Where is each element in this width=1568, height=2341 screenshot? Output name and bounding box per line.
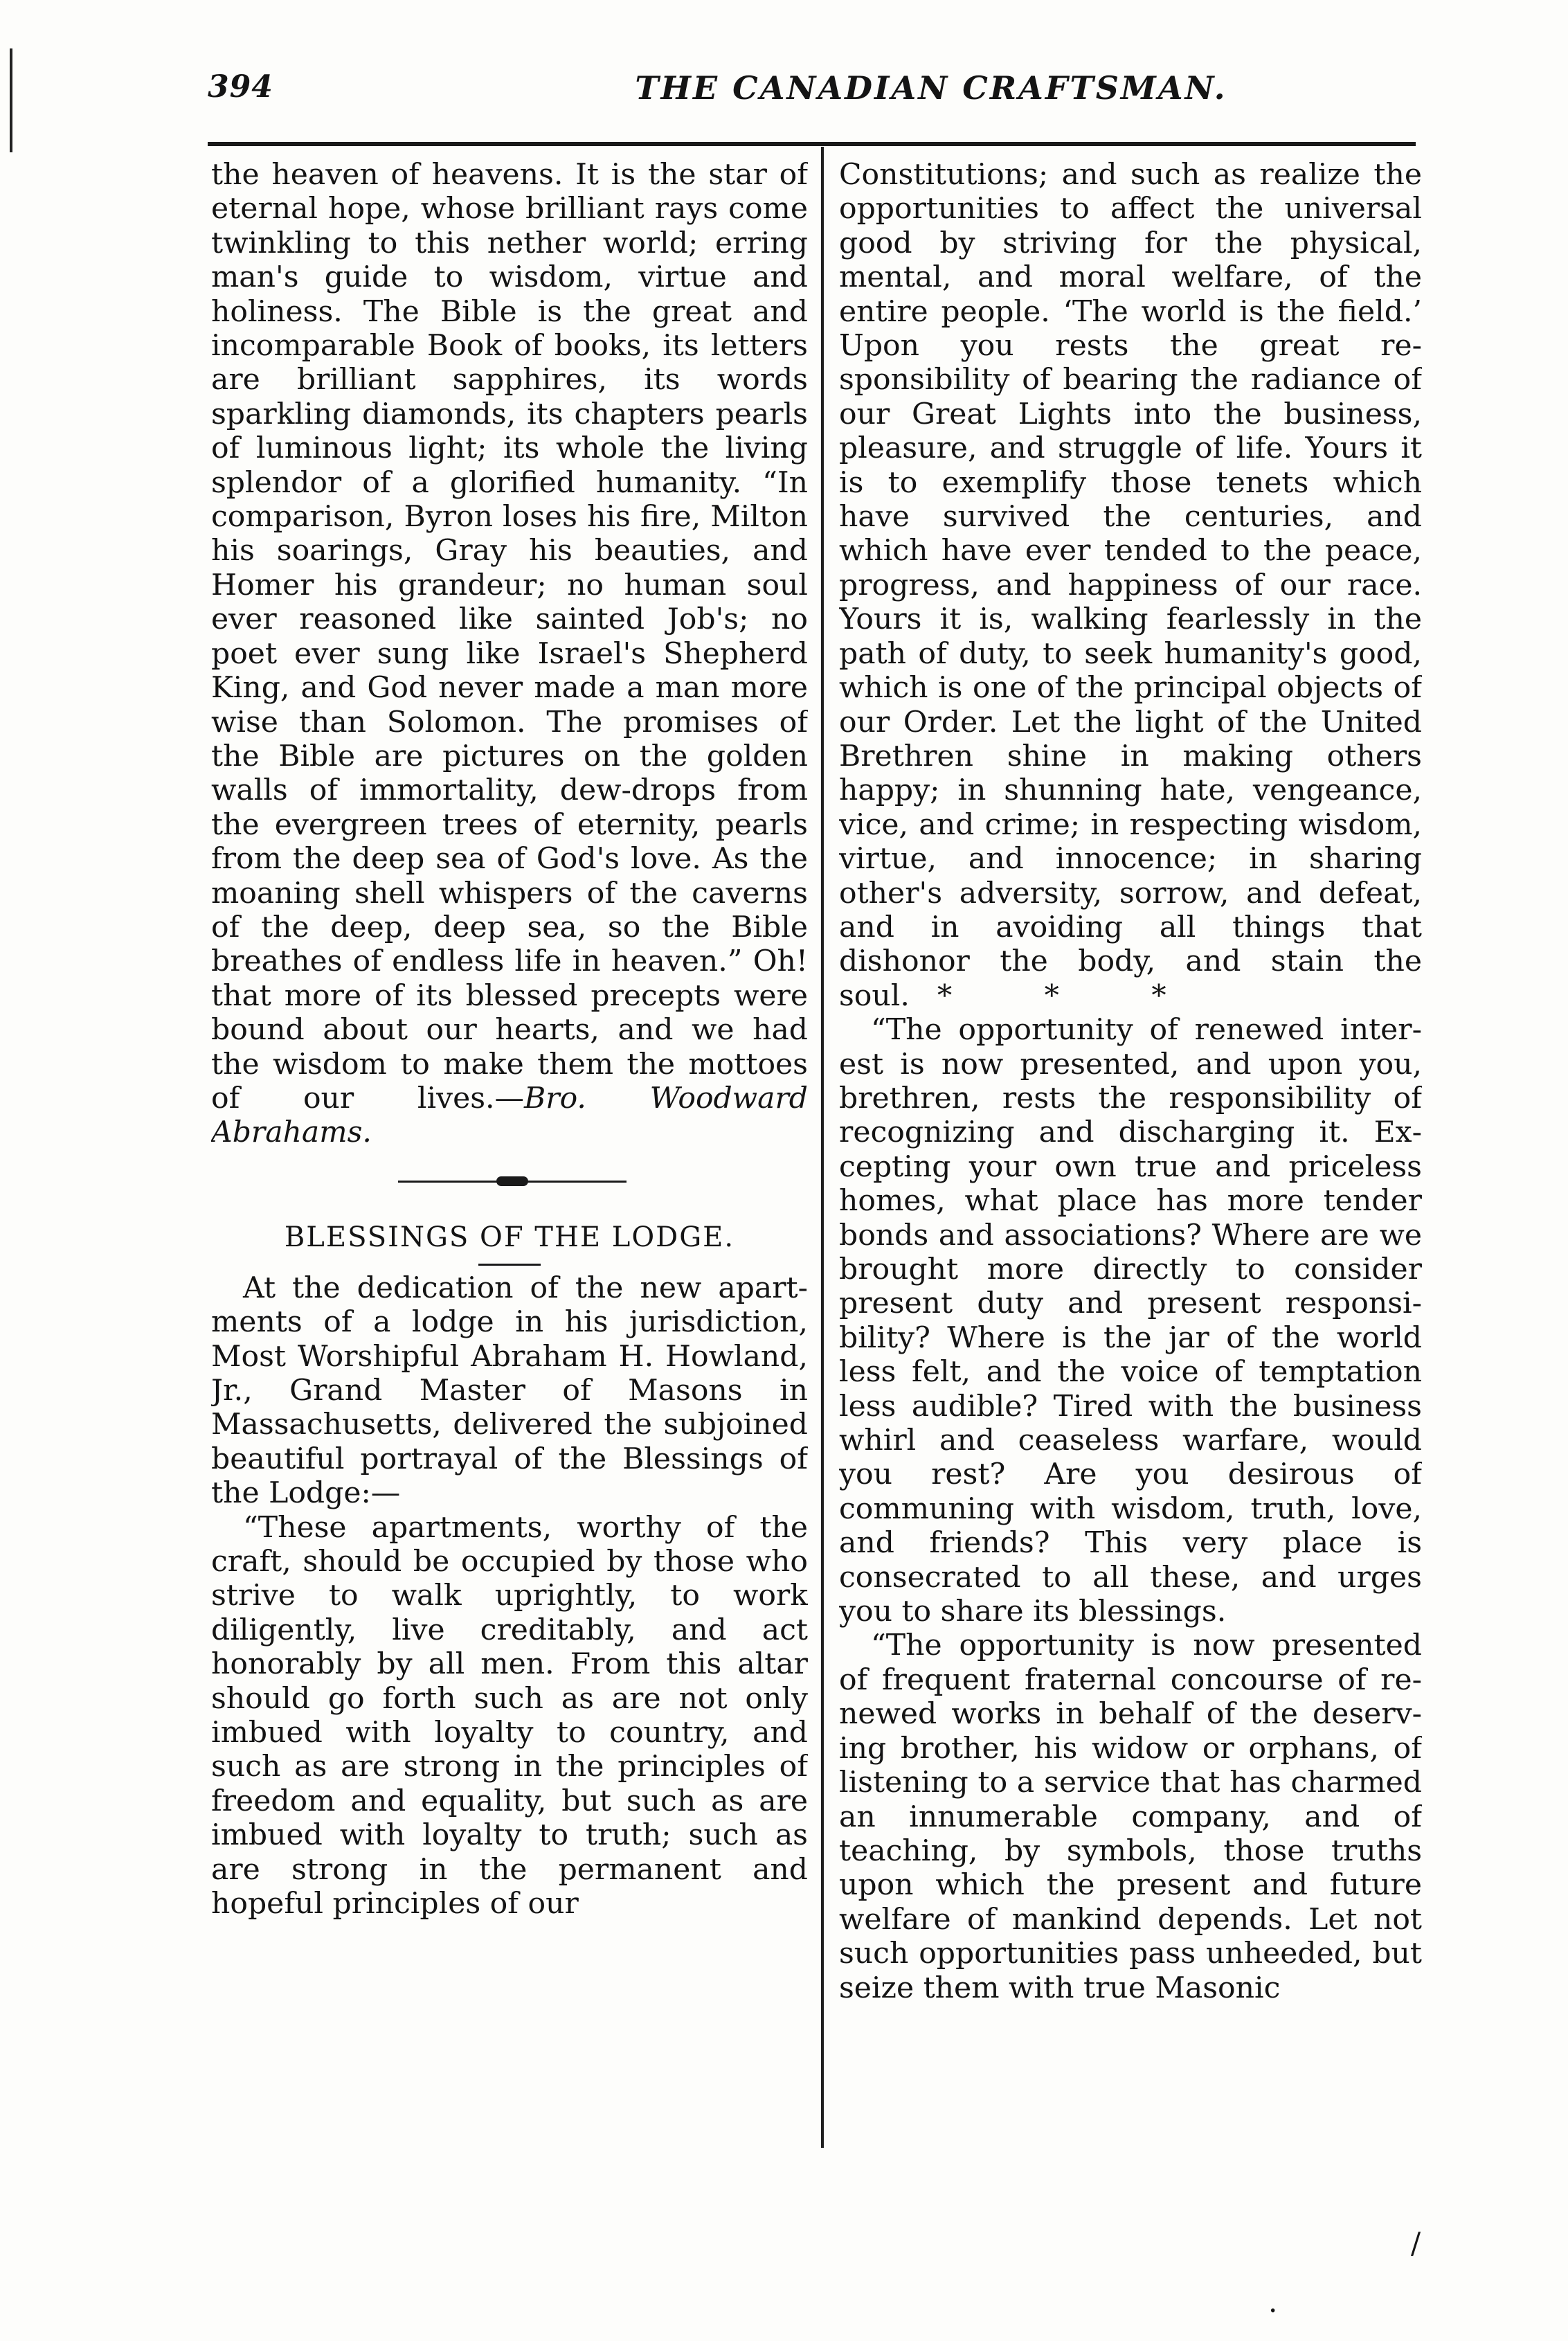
apartments-paragraph: “These apartments, worthy of the craft, should be occupied by those who strive to walk uprightly, to work diligently, live creditably, and act honorably by all men. From this altar should go forth such as are not only imbued with loyalty to country, and such as are strong in the principles of freedom and equality, but such as are imbued with loyalty to truth; such as are strong in the permanent and hopeful principles of our bbox=[211, 1510, 808, 1921]
bible-passage-text: the heaven of heavens. It is the star of eternal hope, whose brilliant rays come twinkling to this nether world; erring man's guide to wisdom, virtue and holiness. The Bible is the great and incomparable Book of books, its letters are brilliant sapphires, its words sparkling diamonds, its chapters pearls of luminous light; its whole the living splendor of a glorified humanity. “In comparison, Byron loses his fire, Milton his soarings, Gray his beauties, and Homer his grandeur; no human soul ever reasoned like sainted Job's; no poet ever sung like Israel's Shepherd King, and God never made a man more wise than Solomon. The promises of the Bible are pictures on the golden walls of immortality, dew-drops from the evergreen trees of eternity, pearls from the deep sea of God's love. As the moaning shell whispers of the caverns of the deep, deep sea, so the Bible breathes of endless life in heaven.” Oh! that more of its blessed precepts were bound about our hearts, and we had the wisdom to make them the mottoes of our lives.— bbox=[211, 158, 808, 1115]
section-stars: * * * bbox=[937, 978, 1208, 1013]
ornament-dot bbox=[496, 1176, 528, 1186]
section-heading: BLESSINGS OF THE LODGE. bbox=[284, 1221, 735, 1253]
fraternal-concourse-paragraph: “The opportunity is now presented of frequent fraternal concourse of renewed works in behalf of the deserving brother, his widow or orphans, of listening to a service that has charmed an innumerable company, and of teaching, by symbols, those truths upon which the present and future welfare of mankind depends. Let not such opportunities pass unheeded, but seize them with true Masonic bbox=[839, 1629, 1422, 2005]
constitutions-paragraph bbox=[839, 158, 1422, 1013]
heading-rule bbox=[478, 1264, 541, 1266]
page-edge-mark bbox=[10, 48, 12, 152]
column-divider bbox=[821, 147, 824, 2148]
renewed-interest-paragraph: “The opportunity of renewed interest is now presented, and upon you, brethren, rests the responsibility of recognizing and discharging it. Excepting your own true and priceless homes, what place has more tender bonds and associations? Where are we brought more directly to consider present duty and present responsibility? Where is the jar of the world less felt, and the voice of temptation less audible? Tired with the business whirl and ceaseless warfare, would you rest? Are you desirous of communing with wisdom, truth, love, and friends? This very place is consecrated to all these, and urges you to share its blessings. bbox=[839, 1013, 1422, 1629]
dedication-paragraph: At the dedication of the new apartments of a lodge in his jurisdiction, Most Worshipful Abraham H. Howland, Jr., Grand Master of Masons in Massachusetts, delivered the subjoined beautiful portrayal of the Blessings of the Lodge:— bbox=[211, 1271, 808, 1511]
author-signature: Bro. Woodward Abrahams. bbox=[211, 1081, 808, 1150]
page-header bbox=[208, 69, 1419, 125]
section-ornament bbox=[211, 1150, 808, 1214]
left-paragraph-continued bbox=[211, 158, 808, 1150]
footer-mark-dot: . bbox=[1268, 2285, 1278, 2319]
constitutions-text: Constitutions; and such as realize the opportunities to affect the universal good by striving for the physical, mental, and moral welfare, of the entire people. ‘The world is the field.’ Upon you rests the great responsibility of bearing the radiance of our Great Lights into the business, pleasure, and struggle of life. Yours it is to exemplify those tenets which have survived the centuries, and which have ever tended to the peace, progress, and happiness of our race. Yours it is, walking fearlessly in the path of duty, to seek humanity's good, which is one of the principal objects of our Order. Let the light of the United Brethren shine in making others happy; in shunning hate, vengeance, vice, and crime; in respecting wisdom, virtue, and innocence; in sharing other's adversity, sorrow, and defeat, and in avoiding all things that dishonor the body, and stain the soul. bbox=[839, 158, 1422, 1013]
page-number: 394 bbox=[208, 69, 273, 105]
footer-mark-slash: / bbox=[1411, 2226, 1421, 2260]
running-title: THE CANADIAN CRAFTSMAN. bbox=[635, 69, 1227, 107]
right-column bbox=[839, 158, 1422, 2152]
left-column bbox=[211, 158, 808, 2152]
header-rule bbox=[208, 142, 1416, 146]
